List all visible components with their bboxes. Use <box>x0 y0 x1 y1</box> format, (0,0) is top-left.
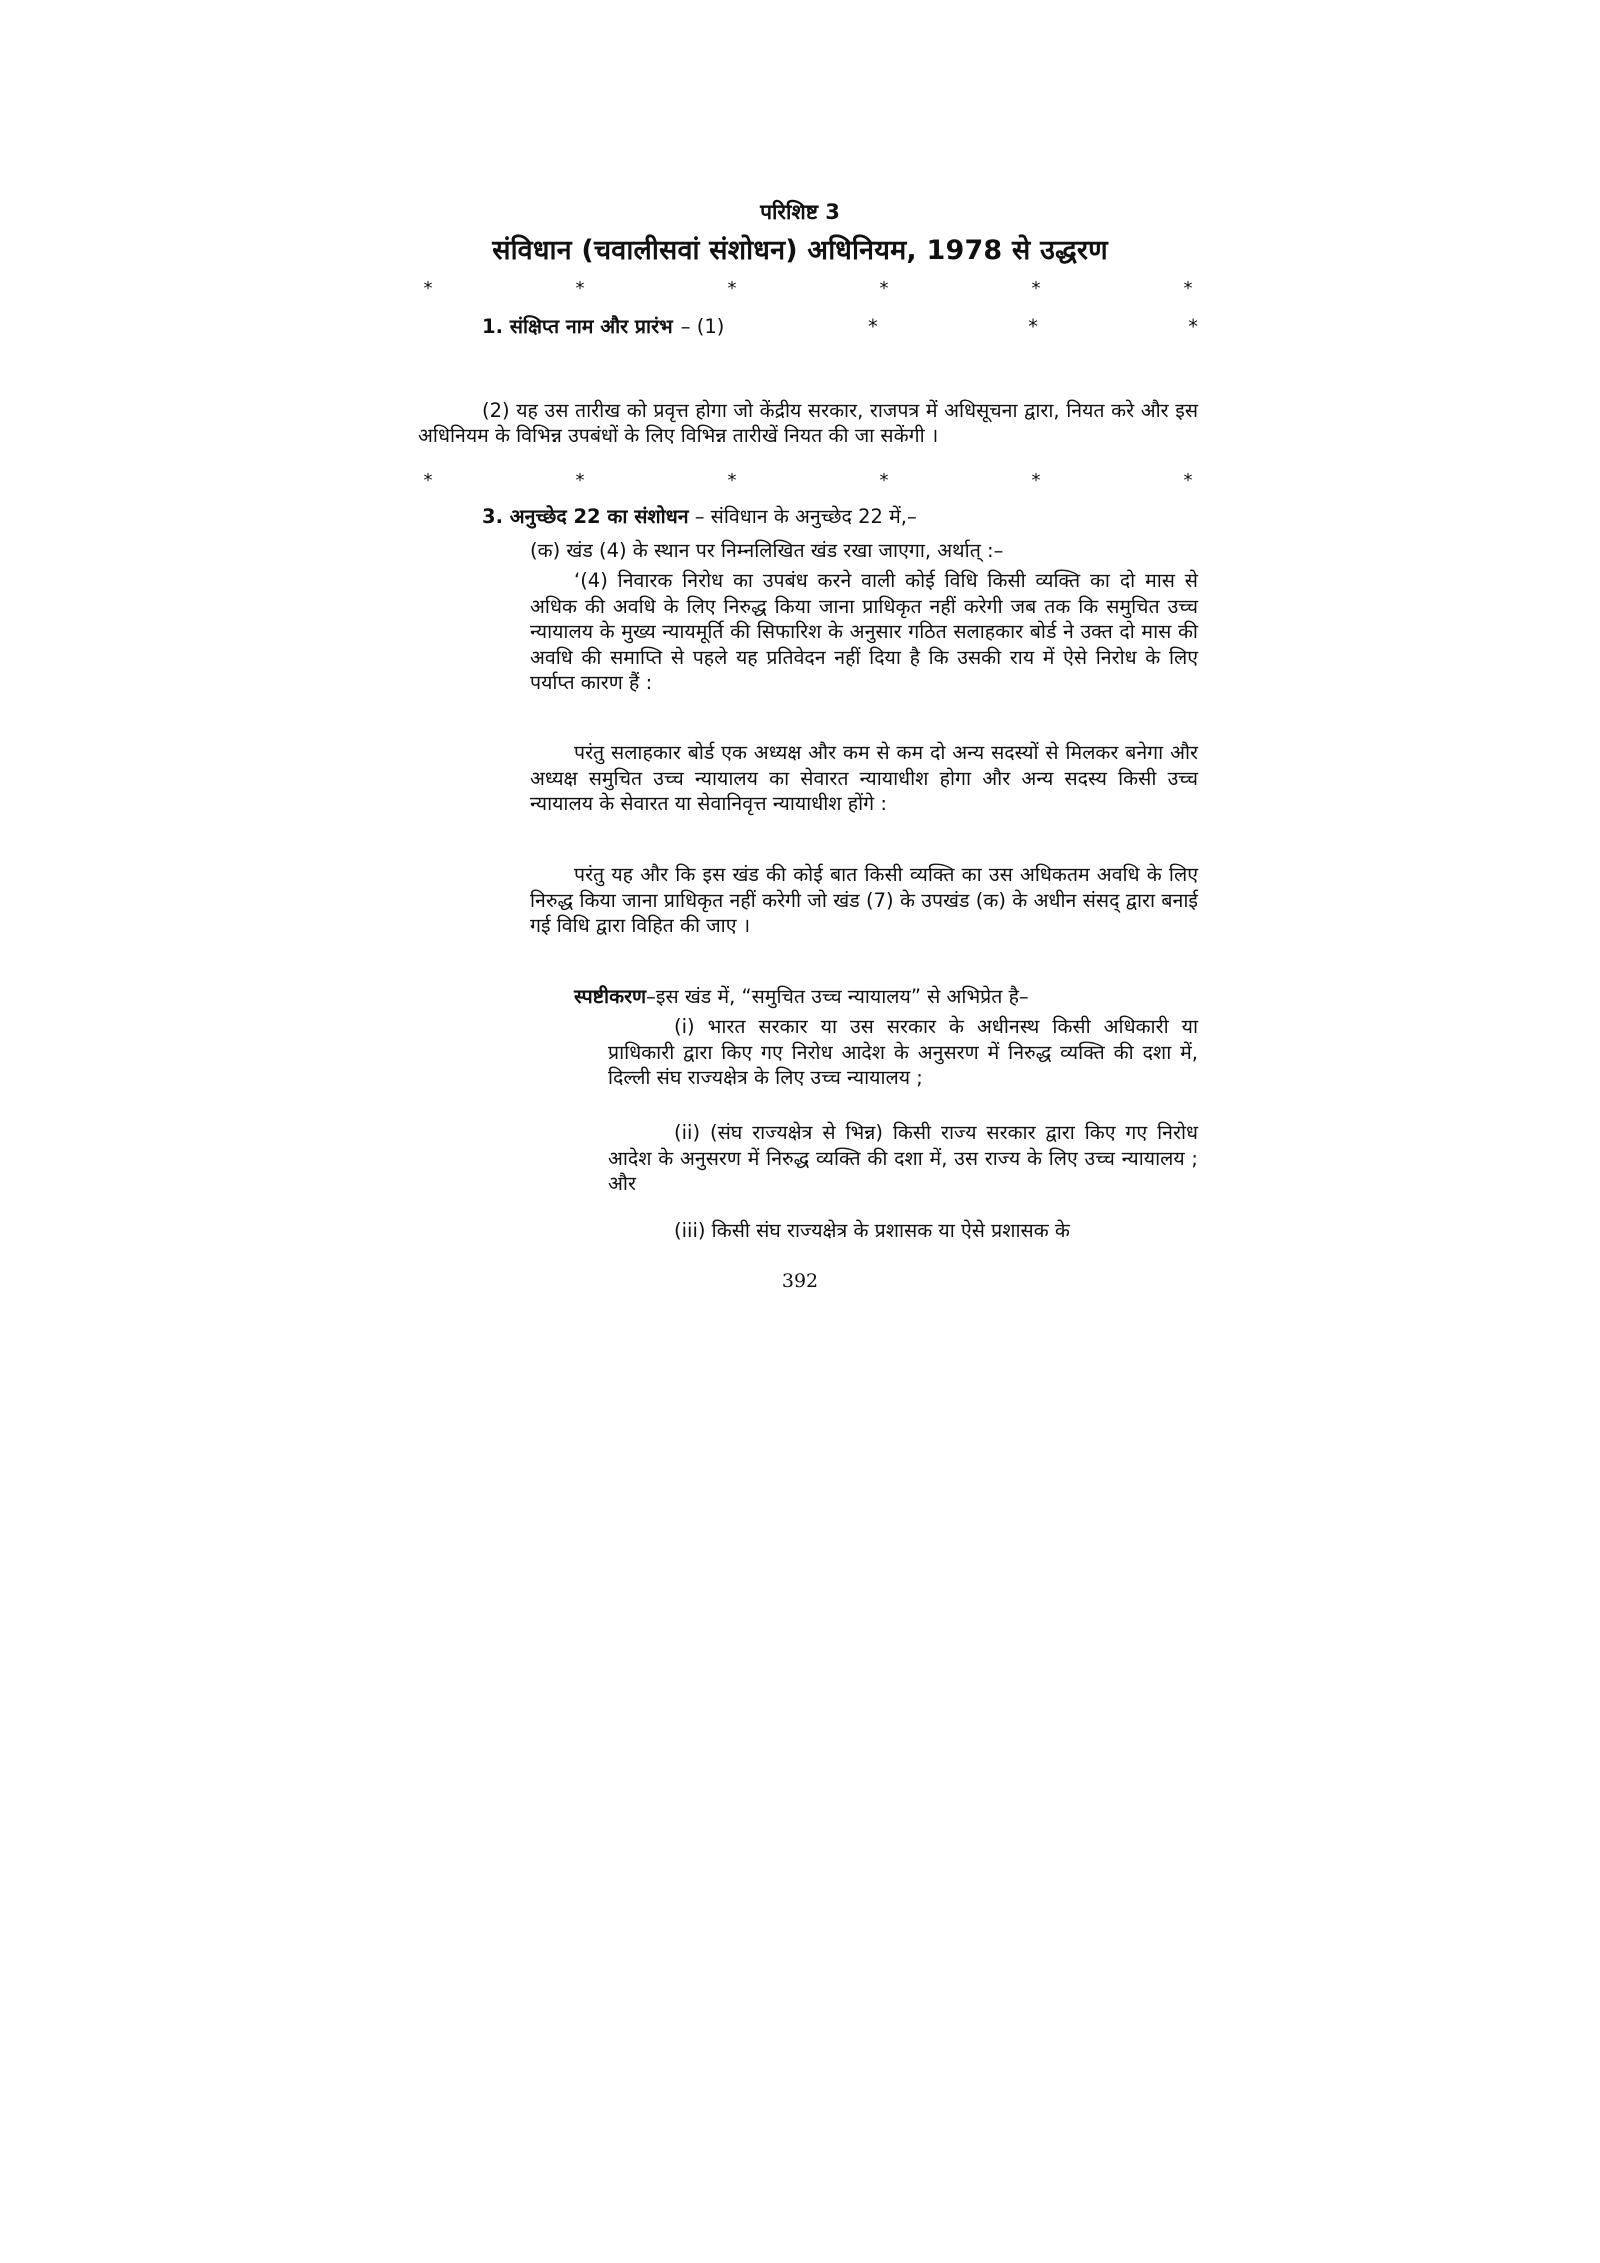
omission-star: * <box>575 470 585 491</box>
document-title: संविधान (चवालीसवां संशोधन) अधिनियम, 1978 से उद्धरण <box>492 235 1108 266</box>
clause-4-text: ‘(4) निवारक निरोध का उपबंध करने वाली कोई विधि किसी व्यक्ति का दो मास से अधिक की अवधि के लिए निरुद्ध किया जाना प्राधिकृत नहीं करेगी जब तक कि समुचित उच्च न्यायालय के मुख्य न्यायमूर्ति की सिफारिश के अनुसार गठित सलाहकार बोर्ड ने उक्त दो मास की अवधि की समाप्ति से पहले यह प्रतिवेदन नहीं दिया है कि उसकी राय में ऐसे निरोध के लिए पर्याप्त कारण हैं : <box>530 569 1198 694</box>
omission-star: * <box>423 278 433 299</box>
section-1-line <box>482 312 1198 339</box>
omission-star: * <box>1031 470 1041 491</box>
omission-star: * <box>868 315 878 338</box>
omission-star: * <box>575 278 585 299</box>
section-3-heading: 3. अनुच्छेद 22 का संशोधन <box>482 505 689 528</box>
omission-star: * <box>879 278 889 299</box>
omission-star: * <box>1183 278 1193 299</box>
clause-ka: (क) खंड (4) के स्थान पर निम्नलिखित खंड रखा जाएगा, अर्थात् :– <box>530 539 1004 562</box>
omission-star: * <box>727 278 737 299</box>
explanation-line <box>530 982 1198 1009</box>
explanation-heading: स्पष्टीकरण <box>574 985 647 1008</box>
omission-star: * <box>1188 315 1198 338</box>
proviso-2: परंतु यह और कि इस खंड की कोई बात किसी व्यक्ति का उस अधिकतम अवधि के लिए निरुद्ध किया जाना प्राधिकृत नहीं करेगी जो खंड (7) के उपखंड (क) के अधीन संसद् द्वारा बनाई गई विधि द्वारा विहित की जाए । <box>530 863 1198 937</box>
appendix-label: परिशिष्ट 3 <box>760 200 840 224</box>
explanation-lead-in: –इस खंड में, “समुचित उच्च न्यायालय” से अभिप्रेत है– <box>646 985 1029 1008</box>
omission-stars-row-1 <box>418 278 1198 299</box>
explanation-item-ii: (ii) (संघ राज्यक्षेत्र से भिन्न) किसी राज्य सरकार द्वारा किए गए निरोध आदेश के अनुसरण में निरुद्ध व्यक्ति की दशा में, उस राज्य के लिए उच्च न्यायालय ; और <box>608 1121 1198 1195</box>
section-1-subclause: – (1) <box>680 315 725 338</box>
explanation-item-iii: (iii) किसी संघ राज्यक्षेत्र के प्रशासक या ऐसे प्रशासक के <box>674 1219 1070 1242</box>
proviso-1: परंतु सलाहकार बोर्ड एक अध्यक्ष और कम से कम दो अन्य सदस्यों से मिलकर बनेगा और अध्यक्ष समुचित उच्च न्यायालय का सेवारत न्यायाधीश होगा और अन्य सदस्य किसी उच्च न्यायालय के सेवारत या सेवानिवृत्त न्यायाधीश होंगे : <box>530 741 1198 815</box>
omission-stars-row-2 <box>418 470 1198 491</box>
explanation-item-i: (i) भारत सरकार या उस सरकार के अधीनस्थ किसी अधिकारी या प्राधिकारी द्वारा किए गए निरोध आदेश के अनुसरण में निरुद्ध व्यक्ति की दशा में, दिल्ली संघ राज्यक्षेत्र के लिए उच्च न्यायालय ; <box>608 1015 1198 1089</box>
page-number: 392 <box>781 1270 819 1292</box>
omission-star: * <box>727 470 737 491</box>
section-3-lead-in: – संविधान के अनुच्छेद 22 में,– <box>694 505 917 528</box>
omission-star: * <box>1028 315 1038 338</box>
section-1-heading: 1. संक्षिप्त नाम और प्रारंभ <box>482 315 673 338</box>
section-1-clause-2: (2) यह उस तारीख को प्रवृत्त होगा जो केंद्रीय सरकार, राजपत्र में अधिसूचना द्वारा, नियत करे और इस अधिनियम के विभिन्न उपबंधों के लिए विभिन्न तारीखें नियत की जा सकेंगी । <box>418 398 1198 447</box>
omission-star: * <box>879 470 889 491</box>
omission-star: * <box>1031 278 1041 299</box>
section-1-omission-stars <box>828 315 1198 338</box>
omission-star: * <box>423 470 433 491</box>
omission-star: * <box>1183 470 1193 491</box>
section-3-line <box>482 502 1198 529</box>
